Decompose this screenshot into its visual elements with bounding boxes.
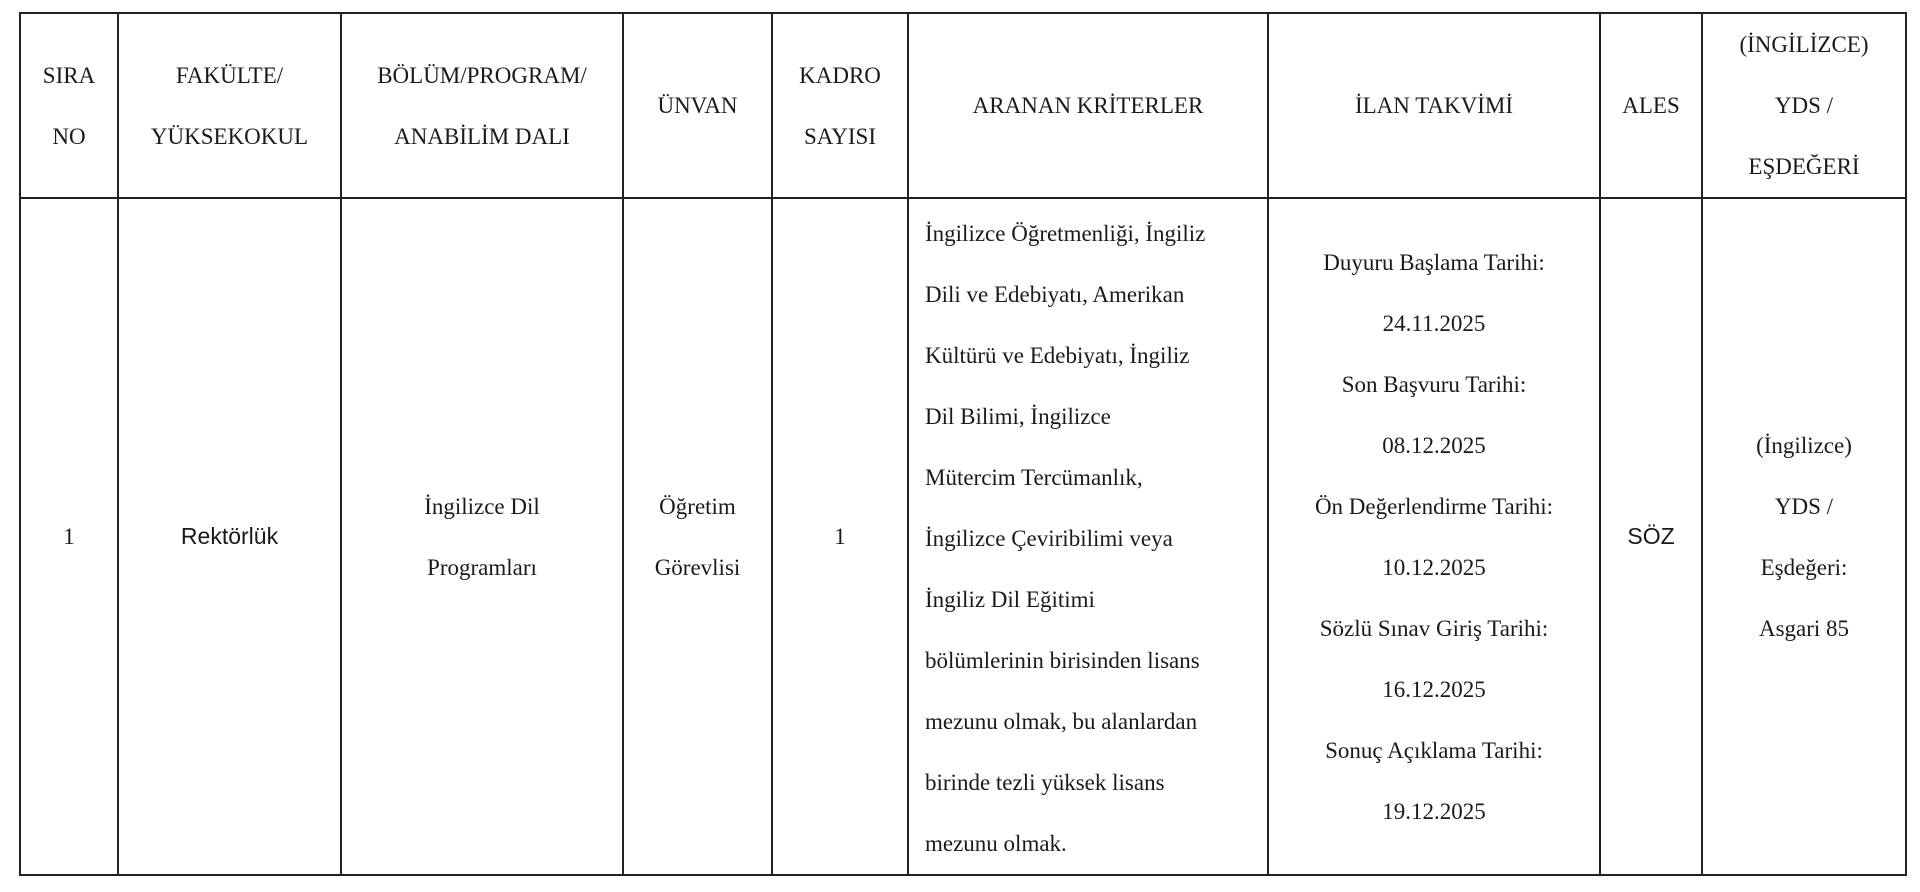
header-unvan: ÜNVAN	[623, 13, 772, 198]
header-ales: ALES	[1600, 13, 1702, 198]
cell-sira-no: 1	[20, 198, 118, 875]
cell-unvan: Öğretim Görevlisi	[623, 198, 772, 875]
cell-ales: SÖZ	[1600, 198, 1702, 875]
announcement-table	[19, 12, 1907, 876]
header-sira-no: SIRA NO	[20, 13, 118, 198]
cell-fakulte: Rektörlük	[118, 198, 341, 875]
header-aranan-kriterler: ARANAN KRİTERLER	[908, 13, 1268, 198]
cell-ilan-takvimi: Duyuru Başlama Tarihi: 24.11.2025 Son Başvuru Tarihi: 08.12.2025 Ön Değerlendirme Tarihi: 10.12.2025 Sözlü Sınav Giriş Tarihi: 16.12.2025 Sonuç Açıklama Tarihi: 19.12.2025	[1268, 198, 1600, 875]
cell-aranan-kriterler: İngilizce Öğretmenliği, İngiliz Dili ve Edebiyatı, Amerikan Kültürü ve Edebiyatı, İngiliz Dil Bilimi, İngilizce Mütercim Tercümanlık, İngilizce Çeviribilimi veya İngiliz Dil Eğitimi bölümlerinin birisinden lisans mezunu olmak, bu alanlardan birinde tezli yüksek lisans mezunu olmak.	[908, 198, 1268, 875]
header-ilan-takvimi: İLAN TAKVİMİ	[1268, 13, 1600, 198]
table-row	[20, 198, 1906, 875]
header-yds: (İNGİLİZCE) YDS / EŞDEĞERİ	[1702, 13, 1906, 198]
cell-bolum: İngilizce Dil Programları	[341, 198, 623, 875]
header-kadro-sayisi: KADRO SAYISI	[772, 13, 908, 198]
header-fakulte: FAKÜLTE/ YÜKSEKOKUL	[118, 13, 341, 198]
cell-kadro-sayisi: 1	[772, 198, 908, 875]
header-row	[20, 13, 1906, 198]
header-bolum: BÖLÜM/PROGRAM/ ANABİLİM DALI	[341, 13, 623, 198]
cell-yds: (İngilizce) YDS / Eşdeğeri: Asgari 85	[1702, 198, 1906, 875]
